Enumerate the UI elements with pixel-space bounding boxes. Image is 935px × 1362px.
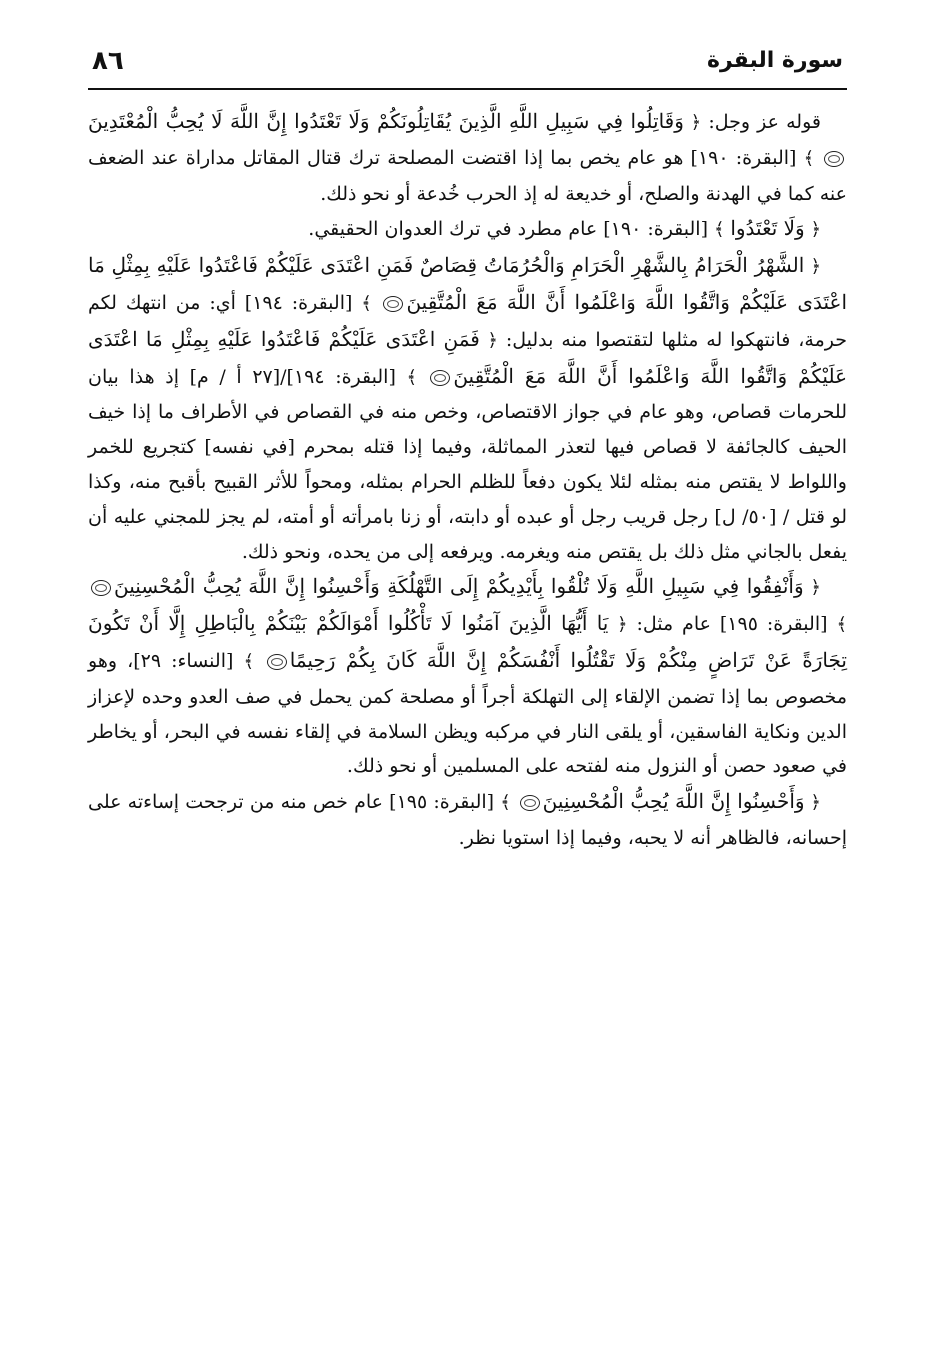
ornate-bracket-close: ﴾ bbox=[243, 650, 264, 672]
quran-verse: فَمَنِ اعْتَدَى عَلَيْكُمْ فَاعْتَدُوا عَلَيْهِ بِمِثْلِ مَا اعْتَدَى عَلَيْكُمْ وَاتَّقُوا اللَّهَ وَاعْلَمُوا أَنَّ اللَّهَ مَعَ الْمُتَّقِينَ bbox=[88, 326, 847, 388]
quran-verse: وَأَحْسِنُوا إِنَّ اللَّهَ يُحِبُّ الْمُحْسِنِينَ bbox=[542, 789, 805, 814]
quran-verse: وَلَا تَعْتَدُوا bbox=[730, 216, 805, 241]
paragraph-4 bbox=[88, 569, 847, 784]
paragraph-3 bbox=[88, 248, 847, 569]
verse-end-mark-icon bbox=[267, 654, 287, 670]
quran-verse: وَقَاتِلُوا فِي سَبِيلِ اللَّهِ الَّذِينَ يُقَاتِلُونَكُمْ وَلَا تَعْتَدُوا إِنَّ اللَّهَ لَا يُحِبُّ الْمُعْتَدِينَ bbox=[88, 109, 684, 133]
commentary-text: إذ هذا بيان للحرمات قصاص، وهو عام في جواز الاقتصاص، وخص منه في القصاص في الأطراف ما إذا خيف الحيف كالجائفة لا قصاص فيها لتعذر المماثلة، وفيما إذا قتله بمحرم [في نفسه] كتجريع للخمر واللواط لا يقتص منه بمثله لئلا يكون دفعاً للظلم الحرام بمثله، ومحواً للأثر القبيح بأقبح منه، وكذا لو قتل / [٥٠/ ل] رجل قريب رجل أو عبده أو دابته، أو زنا بامرأته أو أمته، لم يجز للمجني عليه أن يفعل بالجاني مثل ذلك بل يقتص منه ويغرمه. ويرفعه إلى من يحده، ونحو ذلك. bbox=[88, 365, 847, 563]
page-header bbox=[88, 40, 847, 90]
ornate-bracket-open: ﴿ bbox=[683, 112, 702, 133]
verse-reference: [البقرة: ١٩٤]/[٢٧ أ / م] bbox=[179, 365, 407, 388]
body-text bbox=[88, 104, 847, 856]
commentary-text: وهو مخصوص بما إذا تضمن الإلقاء إلى التهلكة أجراً أو مصلحة كمن يحمل في صف العدو وحده لإعزاز الدين ونكاية الفاسقين، أو يلقى النار في مركبه ويظن السلامة في إلقاء نفسه في البحر، أو يخاطر في صعود حصن أو النزول منه لفتحه على المسلمين أو نحو ذلك. bbox=[88, 649, 847, 778]
verse-reference: [البقرة: ١٩٤] bbox=[235, 291, 362, 314]
ornate-bracket-open: ﴿ bbox=[608, 614, 628, 636]
commentary-text: أي: من انتهك لكم حرمة، فانتهكوا له مثلها لتقتصوا منه بدليل: bbox=[88, 291, 847, 351]
page-number: ٨٦ bbox=[92, 46, 124, 76]
verse-reference: [البقرة: ١٩٠] bbox=[683, 146, 804, 169]
quran-verse: وَأَنْفِقُوا فِي سَبِيلِ اللَّهِ وَلَا تُلْقُوا بِأَيْدِيكُمْ إِلَى التَّهْلُكَةِ وَأَحْسِنُوا إِنَّ اللَّهَ يُحِبُّ الْمُحْسِنِينَ bbox=[114, 574, 804, 599]
commentary-text: عام مثل: bbox=[627, 613, 711, 636]
verse-end-mark-icon bbox=[430, 370, 450, 386]
book-page bbox=[88, 40, 847, 1322]
ornate-bracket-open: ﴿ bbox=[804, 256, 821, 278]
ornate-bracket-close: ﴾ bbox=[836, 614, 847, 636]
ornate-bracket-open: ﴿ bbox=[479, 329, 498, 351]
ornate-bracket-open: ﴿ bbox=[803, 577, 821, 599]
verse-end-mark-icon bbox=[824, 151, 844, 167]
commentary-text: عام خص منه من ترجحت إساءته على إحسانه، فالظاهر أنه لا يحبه، وفيما إذا استويا نظر. bbox=[88, 791, 847, 849]
ornate-bracket-close: ﴾ bbox=[714, 219, 731, 241]
commentary-text: عام مطرد في ترك العدوان الحقيقي. bbox=[308, 218, 598, 241]
verse-end-mark-icon bbox=[91, 580, 111, 596]
verse-reference: [البقرة: ١٩٥] bbox=[383, 791, 501, 814]
ornate-bracket-close: ﴾ bbox=[500, 792, 517, 814]
ornate-bracket-close: ﴾ bbox=[803, 147, 821, 169]
verse-reference: [البقرة: ١٩٠] bbox=[597, 218, 715, 241]
ornate-bracket-close: ﴾ bbox=[406, 366, 428, 388]
ornate-bracket-open: ﴿ bbox=[804, 792, 821, 814]
intro-text: قوله عز وجل: bbox=[701, 111, 821, 133]
surah-title: سورة البقرة bbox=[706, 48, 843, 73]
ornate-bracket-close: ﴾ bbox=[361, 292, 381, 314]
commentary-text: هو عام يخص بما إذا اقتضت المصلحة ترك قتال المقاتل مداراة عند الضعف عنه كما في الهدنة والصلح، أو خديعة له إذ الحرب خُدعة أو نحو ذلك. bbox=[88, 146, 847, 205]
ornate-bracket-open: ﴿ bbox=[804, 219, 821, 241]
paragraph-1 bbox=[88, 104, 847, 211]
paragraph-5 bbox=[88, 784, 847, 856]
quran-verse: يَا أَيُّهَا الَّذِينَ آمَنُوا لَا تَأْكُلُوا أَمْوَالَكُمْ بَيْنَكُمْ بِالْبَاطِلِ إِلَّا أَنْ تَكُونَ تِجَارَةً عَنْ تَرَاضٍ مِنْكُمْ وَلَا تَقْتُلُوا أَنْفُسَكُمْ إِنَّ اللَّهَ كَانَ بِكُمْ رَحِيمًا bbox=[88, 611, 847, 672]
verse-reference: [النساء: ٢٩]، bbox=[117, 649, 244, 672]
quran-verse: الشَّهْرُ الْحَرَامُ بِالشَّهْرِ الْحَرَامِ وَالْحُرُمَاتُ قِصَاصٌ فَمَنِ اعْتَدَى عَلَيْكُمْ فَاعْتَدُوا عَلَيْهِ بِمِثْلِ مَا اعْتَدَى عَلَيْكُمْ وَاتَّقُوا اللَّهَ وَاعْلَمُوا أَنَّ اللَّهَ مَعَ الْمُتَّقِينَ bbox=[88, 253, 848, 314]
verse-end-mark-icon bbox=[520, 795, 540, 811]
paragraph-2 bbox=[88, 211, 847, 248]
verse-end-mark-icon bbox=[383, 296, 403, 312]
verse-reference: [البقرة: ١٩٥] bbox=[710, 613, 837, 636]
